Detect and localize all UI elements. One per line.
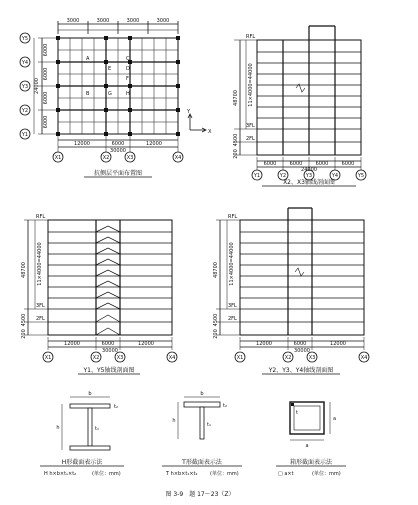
t-label-t2: t₂ — [223, 403, 227, 409]
box-caption: 箱形截面表示法 — [289, 459, 333, 466]
section-y1-view — [24, 220, 177, 374]
sx-h4500: 4500 — [233, 133, 239, 147]
sy2-3fl: 3FL — [228, 303, 237, 309]
sy1-height-upper: 11×4000=44000 — [37, 242, 43, 286]
sx-bottom-total: 24000 — [301, 167, 317, 173]
h-caption: H形截面表示法 — [61, 459, 103, 466]
sx-axis-3: Y3 — [305, 173, 313, 179]
plan-top-dim-1: 3000 — [66, 18, 80, 24]
sy1-height-total: 48700 — [21, 262, 27, 278]
sy2-h4500: 4500 — [213, 313, 219, 327]
sx-height-total: 48700 — [233, 90, 239, 106]
sx-3fl: 3FL — [246, 123, 255, 129]
t-section-shape — [162, 397, 242, 466]
plan-x-label: X — [208, 129, 212, 135]
sy1-2fl: 2FL — [36, 316, 45, 322]
plan-axis-y5: Y5 — [21, 36, 29, 42]
plan-left-dim-3: 6000 — [43, 91, 49, 105]
sy1-axis-4: X4 — [168, 355, 176, 361]
plan-bottom-dim-1: 12000 — [74, 141, 90, 147]
sy1-caption: Y1、Y5轴线剖面图 — [83, 367, 135, 374]
t-label-h: h — [172, 418, 176, 424]
sy1-axis-2: X2 — [92, 355, 100, 361]
sy2-height-total: 48700 — [213, 262, 219, 278]
plan-axis-y2: Y2 — [21, 108, 29, 114]
sx-axis-5: Y5 — [357, 173, 365, 179]
sy2-axis-1: X1 — [236, 355, 244, 361]
sy2-bottom-total: 30000 — [294, 348, 310, 354]
sy2-2fl: 2FL — [228, 316, 237, 322]
plan-bottom-total: 30000 — [110, 148, 126, 154]
sy2-caption: Y2、Y3、Y4轴线剖面图 — [268, 367, 334, 374]
h-label-h: h — [56, 425, 60, 431]
sy1-rfl: RFL — [36, 214, 46, 220]
plan-left-dim-1: 6000 — [43, 43, 49, 57]
plan-left-total: 24000 — [34, 78, 40, 94]
plan-bottom-dim-2: 6000 — [111, 141, 125, 147]
plan-top-dim-4: 3000 — [156, 18, 170, 24]
plan-left-dim-4: 6000 — [43, 115, 49, 129]
plan-bottom-dim-3: 12000 — [146, 141, 162, 147]
sy1-bottom-dim-1: 12000 — [64, 341, 80, 347]
plan-top-dim-3: 3000 — [126, 18, 140, 24]
section-y2-view — [216, 208, 369, 374]
t-label-b: b — [200, 391, 204, 397]
sy2-axis-2: X2 — [284, 355, 292, 361]
t-unit: (单位：mm) — [210, 471, 239, 477]
h-unit: (单位：mm) — [92, 471, 121, 477]
t-label-t1: t₁ — [207, 422, 211, 428]
plan-axis-y1: Y1 — [21, 132, 29, 138]
sx-bottom-dim-1: 6000 — [263, 161, 277, 167]
plan-point-a: A — [86, 56, 90, 62]
sy1-h4500: 4500 — [21, 313, 27, 327]
plan-axis-x3: X3 — [126, 155, 134, 161]
plan-top-dim-2: 3000 — [96, 18, 110, 24]
sy1-bottom-dim-2: 6000 — [101, 341, 115, 347]
sx-bottom-dim-2: 6000 — [289, 161, 303, 167]
sy2-bottom-dim-3: 12000 — [330, 341, 346, 347]
plan-axis-y4: Y4 — [21, 60, 29, 66]
plan-point-d: D — [126, 66, 130, 72]
sx-axis-4: Y4 — [331, 173, 339, 179]
sx-bottom-dim-3: 6000 — [315, 161, 329, 167]
plan-point-c: C — [126, 56, 130, 62]
plan-axis-x1: X1 — [54, 155, 62, 161]
sy1-h200: 200 — [21, 329, 27, 339]
plan-point-f: F — [126, 76, 129, 82]
h-label-t1: t₁ — [95, 426, 99, 432]
sy2-bottom-dim-1: 12000 — [256, 341, 272, 347]
sx-axis-1: Y1 — [253, 173, 261, 179]
sy1-bottom-total: 30000 — [102, 348, 118, 354]
plan-point-h: H — [126, 91, 130, 97]
box-unit: (单位：mm) — [312, 471, 341, 477]
sx-rfl: RFL — [246, 34, 256, 40]
figure-caption: 图 3-9 题 17～23（Z） — [165, 491, 235, 498]
sy1-axis-3: X3 — [116, 355, 124, 361]
plan-y-label: Y — [187, 109, 191, 115]
sy2-h200: 200 — [213, 329, 219, 339]
sx-h200: 200 — [233, 149, 239, 159]
plan-axis-x2: X2 — [102, 155, 110, 161]
plan-column-markers — [56, 36, 294, 406]
sy1-axis-1: X1 — [44, 355, 52, 361]
sy2-rfl: RFL — [228, 214, 238, 220]
plan-point-b: B — [86, 91, 90, 97]
h-section-shape — [40, 397, 124, 466]
box-formula: □ a×t — [278, 471, 294, 477]
sy1-3fl: 3FL — [36, 303, 45, 309]
plan-left-dim-2: 6000 — [43, 67, 49, 81]
box-section-shape — [276, 402, 346, 466]
h-label-b: b — [88, 391, 92, 397]
sx-axis-2: Y2 — [279, 173, 287, 179]
h-label-t2: t₂ — [114, 404, 118, 410]
plan-axis-y3: Y3 — [21, 84, 29, 90]
sy2-bottom-dim-2: 6000 — [293, 341, 307, 347]
box-label-a-side: a — [333, 416, 337, 422]
sx-height-upper: 11×4000=44000 — [248, 63, 254, 107]
plan-axis-x4: X4 — [174, 155, 182, 161]
plan-point-g: G — [108, 91, 112, 97]
sx-2fl: 2FL — [246, 136, 255, 142]
sy2-height-upper: 11×4000=44000 — [229, 242, 235, 286]
sx-caption: X2、X3轴线剖面图 — [283, 179, 335, 186]
plan-caption: 抗侧层平面布置图 — [93, 170, 143, 177]
sy1-bottom-dim-3: 12000 — [138, 341, 154, 347]
t-formula: T h×b×t₁×t₂ — [166, 471, 198, 477]
plan-point-e: E — [108, 66, 112, 72]
box-label-a: a — [305, 443, 309, 449]
sy2-axis-3: X3 — [308, 355, 316, 361]
box-label-t: t — [296, 410, 298, 416]
sx-bottom-dim-4: 6000 — [341, 161, 355, 167]
h-formula: H h×b×t₁×t₂ — [44, 471, 77, 477]
sy2-axis-4: X4 — [360, 355, 368, 361]
t-caption: T形截面表示法 — [182, 459, 222, 466]
